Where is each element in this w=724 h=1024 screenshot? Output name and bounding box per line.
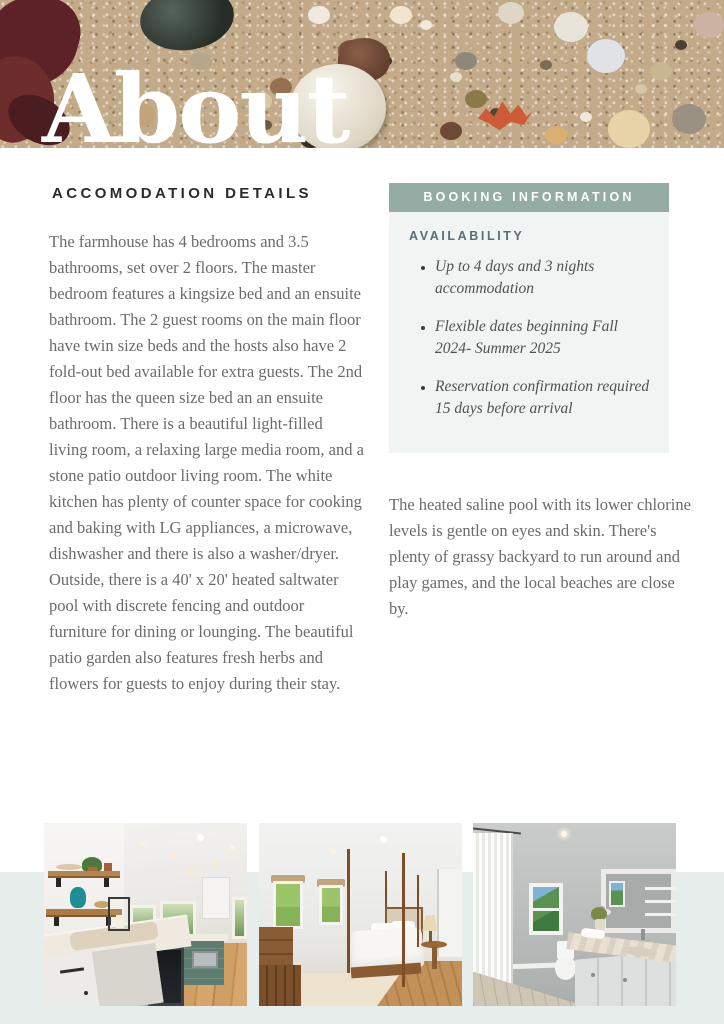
photo-kitchen: [44, 823, 247, 1006]
black-stone: [136, 0, 238, 56]
accommodation-heading: ACCOMODATION DETAILS: [52, 185, 312, 202]
coral-piece: [478, 98, 532, 132]
shelf-bracket: [104, 878, 109, 887]
cabinet-knob: [623, 978, 627, 982]
side-table-leg: [432, 947, 437, 969]
wood-chair: [259, 965, 301, 1006]
bed-post: [417, 875, 419, 947]
photo-bathroom: [473, 823, 676, 1006]
mirror-shelves: [645, 877, 676, 925]
faucet: [641, 929, 645, 940]
shelf-bracket: [56, 878, 61, 887]
pebble-scatter-small: [420, 20, 432, 30]
window: [232, 897, 247, 939]
microwave: [192, 951, 218, 968]
bed-post: [402, 853, 405, 987]
window-bar: [531, 908, 561, 911]
cabinet-knob: [591, 973, 595, 977]
teal-vase: [70, 887, 86, 908]
lamp-stem: [429, 931, 432, 942]
accommodation-body: The farmhouse has 4 bedrooms and 3.5 bathrooms, set over 2 floors. The master bedroom features a kingsize bed and an ensuite bathroom. The 2 guest rooms on the main floor have twin size beds and the hosts also have 2 fold-out bed available for extra guests. The 2nd floor has the queen size bed an an ensuite bathroom. There is a beautiful light-filled living room, a relaxing large media room, and a stone patio outdoor living room. The white kitchen has plenty of counter space for cooking and baking with LG appliances, a microwave, dishwasher and there is also a washer/dryer. Outside, there is a 40' x 20' heated saltwater pool with discrete fencing and outdoor furniture for dining or lounging. The beautiful patio garden also features fresh herbs and flowers for guests to enjoy during their stay.: [49, 232, 364, 693]
header-photo-beach-pebbles: [0, 0, 724, 148]
availability-item: • Reservation confirmation required 15 days before arrival: [435, 376, 651, 420]
availability-label: AVAILABILITY: [409, 229, 525, 243]
page-title: About: [42, 54, 349, 148]
ceiling-light: [561, 831, 567, 837]
shelf-bracket: [54, 917, 59, 926]
pool-note: The heated saline pool with its lower chlorine levels is gentle on eyes and skin. There's plenty of grassy backyard to run around and play games, and the local beaches are close by.: [389, 495, 691, 618]
candle: [116, 915, 124, 928]
plant-pot: [104, 863, 112, 871]
window: [319, 885, 343, 925]
availability-item: • Up to 4 days and 3 nights accommodation: [435, 256, 651, 300]
availability-item: • Flexible dates beginning Fall 2024- Summer 2025: [435, 316, 651, 360]
booking-information-header: BOOKING INFORMATION: [389, 183, 669, 212]
ceiling-lights: [331, 849, 336, 854]
availability-list: [419, 256, 651, 436]
window: [273, 881, 303, 929]
booking-panel: [389, 212, 669, 453]
wood-shelf: [48, 871, 120, 878]
mirror-reflection: [609, 881, 625, 907]
photo-bedroom: [259, 823, 462, 1006]
shelf-platter: [56, 864, 82, 870]
toilet: [555, 957, 576, 980]
wall-cabinet: [202, 877, 230, 919]
bed-post: [347, 849, 350, 973]
